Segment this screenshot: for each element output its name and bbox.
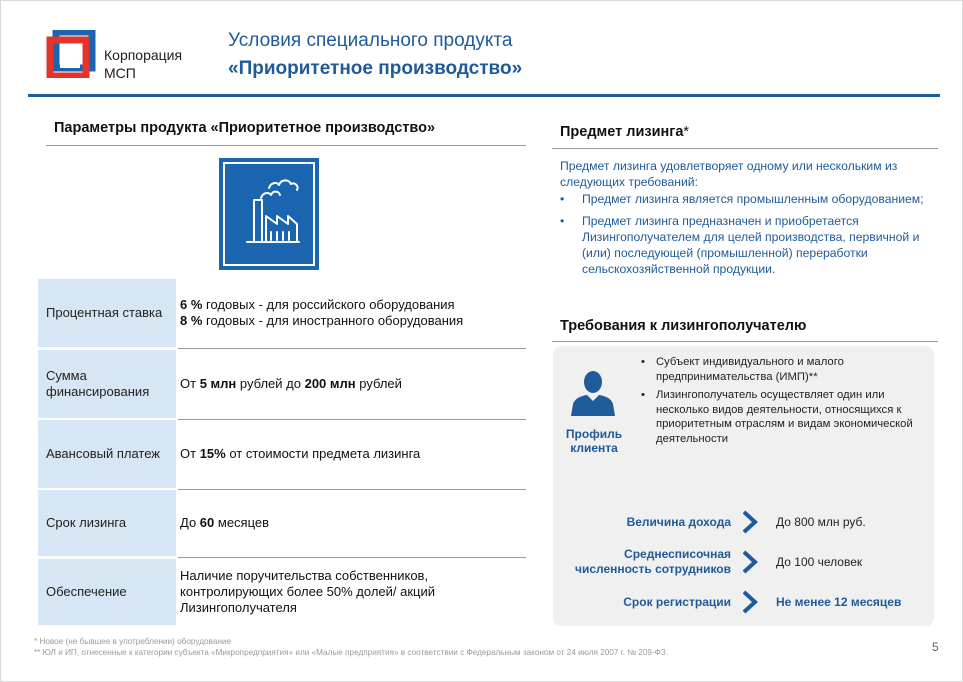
value-bold: 6 % [180,297,203,312]
row-label: Авансовый платеж [38,420,176,488]
footnotes [34,636,668,658]
list-item: • Лизингополучатель осуществляет один или несколько видов деятельности, относящихся к приоритетным отраслям и видам экономической деятельности [641,388,931,446]
params-heading: Параметры продукта «Приоритетное производство» [54,120,436,136]
chevron-right-icon [741,510,759,534]
staff-value: До 100 человек [776,555,863,569]
row-value [180,559,526,625]
footnote: ** ЮЛ и ИП, отнесенные к категории субъекта «Микропредприятия» или «Малые предприятия» в соответствии с Федеральным законом от 24 июля 2007 г. № 209-ФЗ. [34,648,669,657]
page-title-line2: «Приоритетное производство» [228,58,523,79]
table-row [38,490,526,556]
subject-heading: Предмет лизинга* [560,124,690,140]
list-item: • Предмет лизинга является промышленным оборудованием; [560,191,930,207]
table-row [38,350,526,418]
row-value [180,279,526,347]
row-label: Процентная ставка [38,279,176,347]
value-bold: 8 % [180,313,203,328]
subject-intro: Предмет лизинга удовлетворяет одному или нескольким из следующих требований: [560,159,898,189]
row-label: Срок лизинга [38,490,176,556]
chevron-right-icon [741,550,759,574]
table-row [38,559,526,625]
staff-label: Среднесписочная численность сотрудников [574,547,731,576]
client-profile-label: Профиль клиента [565,427,623,455]
subject-description [560,158,930,283]
value-text: годовых - для иностранного оборудования [202,313,464,328]
factory-icon [225,164,313,264]
logo-mark-icon [46,30,98,78]
logo-text [104,46,182,82]
corporation-logo [46,30,206,82]
row-value: От 15% от стоимости предмета лизинга [180,446,421,461]
requirements-list [641,355,931,450]
table-row [38,420,526,488]
income-value: До 800 млн руб. [776,515,866,529]
registration-value: Не менее 12 месяцев [776,595,902,609]
page-title-line1: Условия специального продукта [228,30,513,51]
row-value: От 5 млн рублей до 200 млн рублей [180,376,402,391]
row-label-line2: финансирования [46,384,150,399]
title-divider [28,94,940,97]
registration-label: Срок регистрации [623,595,731,609]
row-label-line1: Сумма [46,368,87,383]
row-label: Обеспечение [38,559,176,625]
params-heading-divider [46,145,526,146]
list-item: • Субъект индивидуального и малого предпринимательства (ИМП)** [641,355,931,384]
table-row [38,279,526,347]
subject-heading-divider [552,148,938,149]
page-number: 5 [932,640,939,654]
row-divider [178,557,526,558]
requirements-heading: Требования к лизингополучателю [560,318,807,334]
row-value: До 60 месяцев [180,515,270,530]
row-label [38,350,176,418]
chevron-right-icon [741,590,759,614]
value-line: контролирующих более 50% долей/ акций [180,584,436,599]
factory-icon-tile [219,158,319,270]
footnote: * Новое (не бывшее в употреблении) оборудование [34,637,231,646]
income-label: Величина дохода [626,515,731,529]
logo-line1: Корпорация [104,47,183,63]
row-divider [178,348,526,349]
list-item: • Предмет лизинга предназначен и приобретается Лизингополучателем для целей производства, первичной и (или) последующей (промышленной) переработки сельскохозяйственной продукции. [560,213,930,277]
value-text: годовых - для российского оборудования [202,297,455,312]
requirements-heading-divider [552,341,938,342]
person-icon [569,368,617,416]
value-line: Лизингополучателя [180,600,297,615]
value-line: Наличие поручительства собственников, [180,568,429,583]
logo-line2: МСП [104,65,136,81]
